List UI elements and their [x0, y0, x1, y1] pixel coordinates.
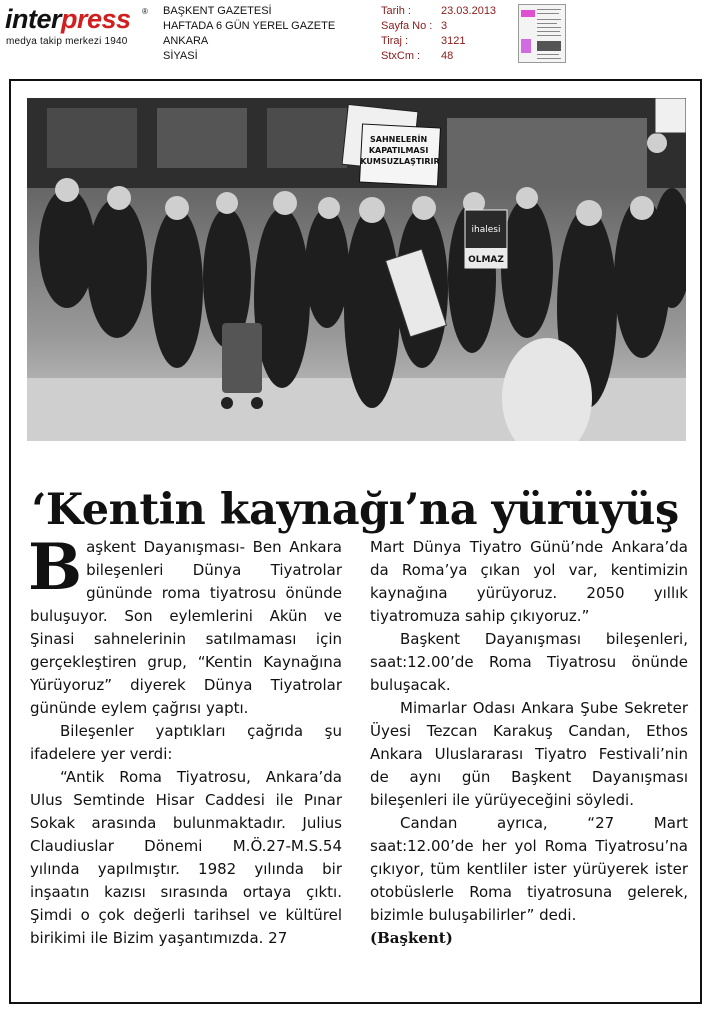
article-paragraph-1: Başkent Dayanışması- Ben Ankara bileşenleri Dünya Tiyatrolar gününde roma tiyatrosu önünde buluşuyor. Son eylemlerini Akün ve Şinasi sahnelerinin satılmaması için gerçekleştiren grup, “Kentin Kaynağına Yürüyoruz” diyerek Dünya Tiyatrolar gününde eylem çağrısı yaptı.: [28, 530, 342, 717]
article-paragraph-6: Mimarlar Odası Ankara Şube Sekreter Üyesi Tezcan Karakuş Candan, Ethos Ankara Uluslararası Tiyatro Festivali’nin de aynı gün Başkent Dayanışması bileşenleri ile yürüyeceğini söyledi.: [370, 699, 688, 809]
date-label: Tarih :: [381, 5, 411, 17]
sign-text-olmaz: OLMAZ: [468, 255, 504, 265]
article-paragraph-5: Başkent Dayanışması bileşenleri, saat:12.00’de Roma Tiyatrosu önünde buluşacak.: [370, 630, 688, 694]
publication-frequency: HAFTADA 6 GÜN YEREL GAZETE: [163, 20, 336, 32]
info-values: [441, 4, 496, 64]
publication-city: ANKARA: [163, 35, 209, 47]
stxcm-value: 48: [441, 50, 454, 62]
sign-text-main: SAHNELERİN KAPATILMASI KUMSUZLAŞTIRIR: [360, 135, 440, 166]
newspaper-name: BAŞKENT GAZETESİ: [163, 5, 272, 17]
registered-mark: ®: [142, 7, 148, 16]
circulation-label: Tiraj :: [381, 35, 409, 47]
circulation-value: 3121: [441, 35, 466, 47]
sign-text-ihalesi: ihalesi: [471, 225, 501, 235]
logo-tagline: medya takip merkezi 1940: [6, 36, 128, 47]
logo-wordmark: interpress: [5, 4, 131, 34]
stxcm-label: StxCm :: [381, 50, 421, 62]
page-no-label: Sayfa No :: [381, 20, 433, 32]
article-paragraph-3: “Antik Roma Tiyatrosu, Ankara’da Ulus Semtinde Hisar Caddesi ile Pınar Sokak arasında bulunmaktadır. Julius Claudiuslar Dönemi M.Ö.27-M.S.54 yılında yapılmıştır. 1982 yılında bir inşaatın kazısı sırasında ortaya çıktı. Şimdi o çok değerli tarihsel ve kültürel birikimi ile Bizim yaşantımızda. 27: [30, 768, 342, 947]
news-section: SİYASİ: [163, 50, 198, 62]
article-column-left: [28, 530, 342, 950]
article-paragraph-4: Mart Dünya Tiyatro Günü’nde Ankara’da da Roma’ya çıkan yol var, kentimizin kaynağına yürüyoruz. 2050 yıllık tiyatromuza sahip çıkıyoruz.”: [370, 538, 688, 625]
drop-cap: B: [28, 530, 83, 605]
date-value: 23.03.2013: [441, 5, 497, 17]
article-paragraph-2: Bileşenler yaptıkları çağrıda şu ifadelere yer verdi:: [30, 722, 342, 763]
page-thumbnail[interactable]: [518, 4, 566, 63]
article-photo: [27, 98, 686, 441]
protest-crowd-image: [27, 98, 686, 441]
article-headline: ‘Kentin kaynağı’na yürüyüş: [31, 484, 679, 535]
page-no-value: 3: [441, 20, 448, 32]
article-byline: (Başkent): [370, 929, 453, 947]
info-labels: [381, 4, 432, 64]
article-column-right: [370, 536, 688, 950]
article-paragraph-7: Candan ayrıca, “27 Mart saat:12.00’de her yol Roma Tiyatrosu’na çıkıyor, tüm kentliler ister yürüyerek ister otobüslerle Roma tiyatrosuna gelerek, bizimle buluşabilirler” dedi.: [370, 814, 688, 924]
source-meta: [163, 4, 335, 64]
